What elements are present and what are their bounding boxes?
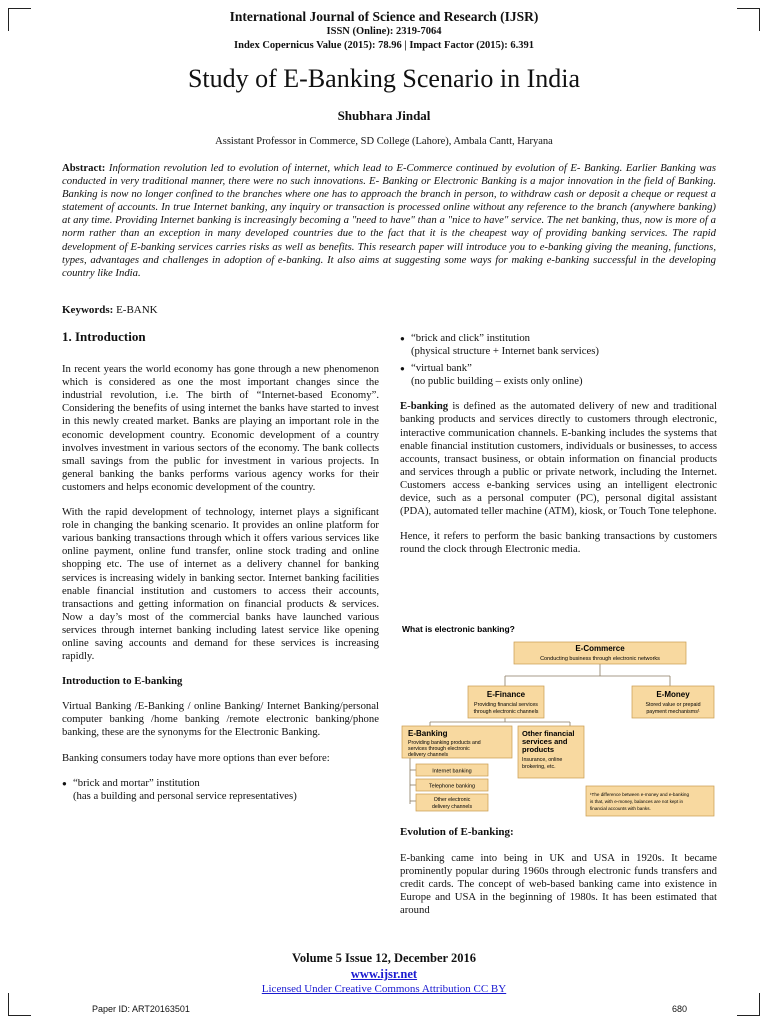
ecommerce-title: E-Commerce: [575, 644, 625, 653]
bullet-subtext: (physical structure + Internet bank services): [411, 345, 599, 358]
ebanking-box-title: E-Banking: [408, 729, 448, 738]
page-number: 680: [672, 1004, 688, 1014]
bullet-subtext: (has a building and personal service representatives): [73, 789, 297, 802]
emoney-title: E-Money: [656, 690, 690, 699]
footnote-line-2: is that, with e-money, balances are not kept in: [590, 799, 684, 804]
paragraph: Virtual Banking /E-Banking / online Banking/ Internet Banking/personal computer banking /home banking /remote electronic banking/phone banking, these are the synonyms for the Electronic Banking.: [62, 700, 379, 739]
journal-url-link[interactable]: www.ijsr.net: [350, 967, 418, 981]
paragraph: With the rapid development of technology, internet plays a significant role in changing the banking scenario. It provides an online platform for various banking transactions through which it offers various services like online payment, online fund transfer, online stock trading and online shopping etc. The use of internet as a delivery channel for banking services is increasing widely in banking sector. Internet banking facilities enable financial institution and customers to access their accounts, transactions and getting information on financial products & services. Now a day’s most of the commercial banks have launched various services through internet banking including latest service like opening online saving accounts and demand for these services is increasing rapidly.: [62, 506, 379, 663]
keywords: [62, 304, 158, 316]
page-footer: [0, 950, 768, 996]
efinance-title: E-Finance: [486, 690, 526, 699]
emoney-subtitle-2: payment mechanisms¹: [646, 709, 700, 715]
paper-title: Study of E-Banking Scenario in India: [187, 64, 581, 93]
ebanking-box-subtitle-1: Providing banking products and: [408, 740, 481, 746]
volume-issue: Volume 5 Issue 12, December 2016: [291, 951, 476, 965]
telephone-banking-label: Telephone banking: [428, 783, 476, 790]
subsection-heading: Introduction to E-banking: [62, 675, 183, 688]
journal-name: International Journal of Science and Research (IJSR): [229, 9, 539, 24]
license-link[interactable]: Licensed Under Creative Commons Attribution CC BY: [261, 983, 507, 995]
ebanking-term: E-banking: [400, 400, 449, 413]
paragraph: Banking consumers today have more options than ever before:: [62, 751, 330, 764]
journal-issn: ISSN (Online): 2319-7064: [326, 26, 442, 37]
ebanking-box-subtitle-3: delivery channels: [408, 752, 449, 758]
ebanking-figure: [400, 622, 718, 822]
paragraph: Hence, it refers to perform the basic banking transactions by customers round the clock through Electronic media.: [400, 530, 717, 556]
bullet-item: ● “virtual bank”: [400, 362, 717, 375]
figure-title: What is electronic banking?: [402, 624, 515, 634]
footnote-line-1: ¹The difference between e-money and e-banking: [590, 792, 689, 797]
evolution-text: E-banking came into being in UK and USA in 1920s. It became prominently popular during 1960s through electronic funds transfers and credit cards. The concept of web-based banking came into existence in Europe and USA in the beginning of 1980s. It has been estimated that around: [400, 852, 717, 917]
author-name: Shubhara Jindal: [337, 108, 431, 123]
evolution-heading: Evolution of E-banking:: [400, 826, 514, 838]
efinance-subtitle-2: through electronic channels: [473, 709, 539, 715]
bullet-subtext: (no public building – exists only online): [411, 375, 583, 388]
paper-id: Paper ID: ART20163501: [92, 1004, 190, 1014]
crop-mark-bottom-right: [737, 993, 760, 1016]
other-channels-label-1: Other electronic: [433, 797, 471, 803]
other-financial-subtitle-2: brokering, etc.: [522, 764, 556, 770]
right-column: [400, 332, 717, 568]
keywords-label: Keywords:: [62, 304, 114, 316]
footnote-line-3: financial accounts with banks.: [590, 806, 651, 811]
author-affiliation: Assistant Professor in Commerce, SD College (Lahore), Ambala Cantt, Haryana: [215, 136, 553, 147]
journal-header: [0, 8, 768, 53]
emoney-subtitle-1: Stored value or prepaid: [645, 702, 701, 708]
internet-banking-label: Internet banking: [432, 768, 472, 775]
ebanking-definition: [400, 400, 717, 518]
left-column: [62, 330, 379, 807]
abstract: [62, 162, 716, 280]
crop-mark-bottom-left: [8, 993, 31, 1016]
other-financial-title-2: services and: [522, 737, 568, 746]
other-channels-label-2: delivery channels: [431, 804, 473, 810]
keywords-value: E-BANK: [116, 304, 158, 316]
other-financial-title-1: Other financial: [522, 729, 575, 738]
bullet-item: ● “brick and mortar” institution: [62, 777, 379, 790]
other-financial-subtitle-1: Insurance, online: [522, 757, 563, 763]
paragraph: In recent years the world economy has gone through a new phenomenon which is considered as one the most important changes since the industrial revolution, i.e. The birth of “Internet-based Economy”. Considering the benefits of using internet the banks have started to invest in this newly created market. Banks are playing an important role in the economic development country. Economic development of a country involves investment in various sectors of the economy. The bank collects small savings from the public for investment in various projects. In general banking the banks performs various agency works for their customers and helps economic development of the country.: [62, 363, 379, 493]
bullet-item: ● “brick and click” institution: [400, 332, 717, 345]
abstract-text: Information revolution led to evolution of internet, which lead to E-Commerce continued by evolution of E- Banking. Earlier Banking was conducted in very traditional manner, there were no such innovations. E- Banking or Electronic Banking is a major innovation in the field of Banking. Banking is now no longer confined to the branches where one has to approach the branch in person, to withdraw cash or deposit a cheque or request a statement of accounts. In true Internet banking, any inquiry or transaction is processed online without any reference to the branch (anywhere banking) at any time. Providing Internet banking is increasingly becoming a "need to have" than a "nice to have" service. The net banking, thus, now is more of a norm rather than an exception in many developed countries due to the fact that it is the cheapest way of providing banking services. The rapid development of E-banking services carries risks as well as benefits. This research paper will introduce you to e-banking giving the meaning, functions, types, advantages and challenges in adoption of e-banking. It also aims at suggesting some ways for making e-banking successful in the developing country like India.: [62, 162, 717, 279]
ecommerce-subtitle: Conducting business through electronic networks: [540, 656, 660, 662]
other-financial-title-3: products: [522, 745, 555, 754]
section-heading-introduction: 1. Introduction: [62, 329, 146, 344]
ebanking-definition-text: is defined as the automated delivery of new and traditional banking products and services directly to customers through electronic, interactive communication channels. E-banking includes the systems that enable financial institution customers, individuals or businesses, to access accounts, transact business, or obtain information on financial products and services through a public or private network, including the Internet. Customers access e-banking services using an intelligent electronic device, such as a personal computer (PC), personal digital assistant (PDA), automated teller machine (ATM), kiosk, or Touch Tone telephone.: [400, 400, 717, 518]
ebanking-box-subtitle-2: services through electronic: [408, 746, 470, 752]
efinance-subtitle-1: Providing financial services: [474, 702, 538, 708]
journal-index: Index Copernicus Value (2015): 78.96 | Impact Factor (2015): 6.391: [234, 40, 534, 51]
abstract-label: Abstract:: [62, 162, 106, 174]
